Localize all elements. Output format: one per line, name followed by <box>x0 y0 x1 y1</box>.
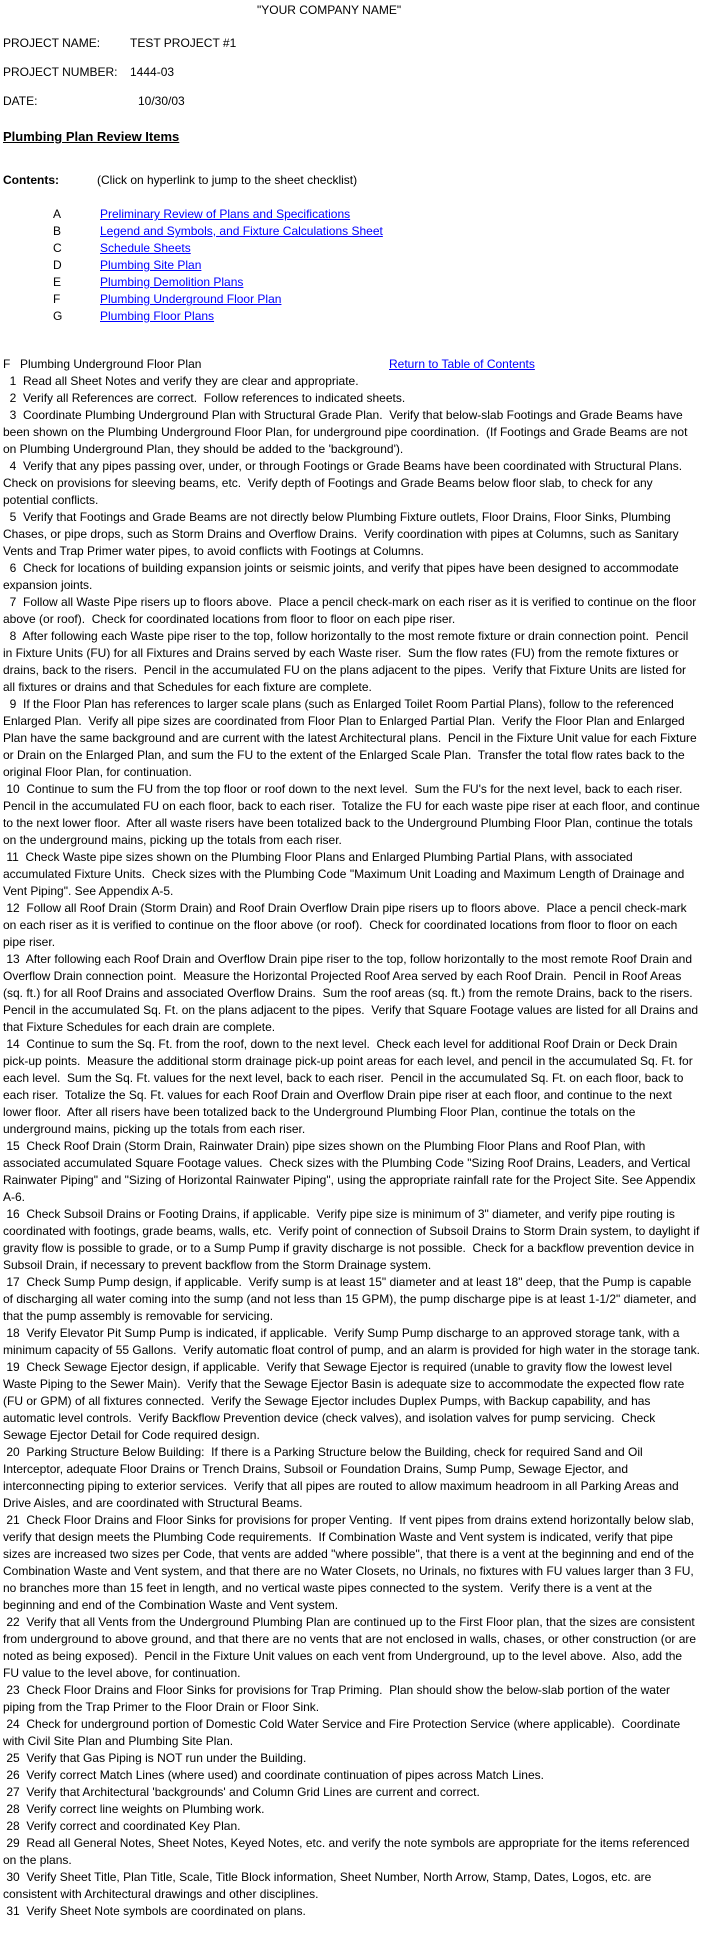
date-value: 10/30/03 <box>138 94 185 108</box>
checklist-item-number: 13 <box>3 952 26 966</box>
checklist-item-text: Read all Sheet Notes and verify they are clear and appropriate. <box>23 374 359 388</box>
project-name-value: TEST PROJECT #1 <box>130 36 237 50</box>
checklist-item <box>3 1036 700 1138</box>
checklist-item-number: 15 <box>3 1139 27 1153</box>
toc-link[interactable]: Legend and Symbols, and Fixture Calculations Sheet <box>100 224 383 238</box>
section-header <box>3 356 700 373</box>
checklist-item-number: 10 <box>3 782 27 796</box>
checklist-item <box>3 1325 700 1359</box>
toc-row <box>3 274 700 291</box>
checklist-item-text: Follow all Roof Drain (Storm Drain) and Roof Drain Overflow Drain pipe risers up to floors above. Place a pencil check-mark on each riser as it is verified to continue on the floor above (or roof). Check for coordinated locations from floor to floor on each pipe riser. <box>3 901 690 949</box>
checklist-item <box>3 628 700 696</box>
checklist-item-number: 28 <box>3 1819 27 1833</box>
project-number-value: 1444-03 <box>130 65 175 79</box>
toc-letter: C <box>53 241 62 255</box>
checklist-item-number: 17 <box>3 1275 27 1289</box>
company-name: "YOUR COMPANY NAME" <box>257 3 402 17</box>
date-row <box>3 95 700 108</box>
checklist-item-text: Check for locations of building expansion joints or seismic joints, and verify that pipes have been designed to accommodate expansion joints. <box>3 561 683 592</box>
toc-letter: E <box>53 275 62 289</box>
checklist-item <box>3 1767 700 1784</box>
checklist-item-text: Verify Sheet Title, Plan Title, Scale, Title Block information, Sheet Number, North Arrow, Stamp, Dates, Logos, etc. are consistent with Architectural drawings and other disciplines. <box>3 1870 655 1901</box>
checklist-item <box>3 1869 700 1903</box>
checklist-item-text: Check Sewage Ejector design, if applicable. Verify that Sewage Ejector is required (unable to gravity flow the lowest level Waste Piping to the Sewer Main). Verify that the Sewage Ejector Basin is adequate size to accommodate the expected flow rate (FU or GPM) of all fixtures connected. Verify the Sewage Ejector includes Duplex Pumps, with Backup capability, and has automatic level controls. Verify Backflow Prevention device (check valves), and isolation valves for pump servicing. Check Sewage Ejector Detail for Code required design. <box>3 1360 688 1442</box>
checklist-item <box>3 1206 703 1274</box>
checklist-item-text: Verify all References are correct. Follow references to indicated sheets. <box>23 391 406 405</box>
checklist-item-text: Verify that Footings and Grade Beams are not directly below Plumbing Fixture outlets, Floor Drains, Floor Sinks, Plumbing Chases, or pipe drops, such as Storm Drains and Overflow Drains. Verify coordination with pipes at Columns, such as Sanitary Vents and Trap Primer water pipes, to avoid conflicts with Footings at Columns. <box>3 510 682 558</box>
checklist-item <box>3 509 700 560</box>
checklist-item-number: 21 <box>3 1513 27 1527</box>
project-number-row <box>3 66 700 79</box>
checklist-item-number: 14 <box>3 1037 27 1051</box>
checklist-item <box>3 1801 700 1818</box>
contents-label: Contents: <box>3 173 59 187</box>
checklist-item-text: Continue to sum the Sq. Ft. from the roof, down to the next level. Check each level for additional Roof Drain or Deck Drain pick-up points. Measure the additional storm drainage pick-up point areas for each level, and pencil in the accumulated Sq. Ft. for each level. Sum the Sq. Ft. values for the next level, back to each riser. Pencil in the accumulated Sq. Ft. on each floor, back to each riser. Totalize the Sq. Ft. values for each Roof Drain and Overflow Drain pipe riser at each floor, and continue to the next lower floor. After all risers have been totalized back to the Underground Plumbing Floor Plan, continue the totals on the underground mains, picking up the totals from each riser. <box>3 1037 697 1136</box>
date-label: DATE: <box>3 94 38 108</box>
checklist-item-text: Verify correct line weights on Plumbing work. <box>26 1802 265 1816</box>
checklist-item <box>3 1716 700 1750</box>
checklist-item-number: 29 <box>3 1836 27 1850</box>
checklist-item <box>3 696 700 781</box>
checklist-item-number: 8 <box>3 629 23 643</box>
checklist-item-number: 11 <box>3 850 26 864</box>
checklist-item <box>3 1750 700 1767</box>
checklist-item-number: 26 <box>3 1768 27 1782</box>
checklist-item-text: Verify that all Vents from the Underground Plumbing Plan are continued up to the First Floor plan, that the sizes are consistent from underground to above ground, and that there are no vents that are not enclosed in walls, chases, or other construction (or are noted as being exposed). Pencil in the Fixture Unit values on each vent from Underground, up to the level above. Also, add the FU value to the level above, for continuation. <box>3 1615 700 1680</box>
checklist-item-number: 28 <box>3 1802 27 1816</box>
checklist-item <box>3 1903 700 1920</box>
checklist-item <box>3 781 704 849</box>
checklist-item <box>3 373 700 390</box>
project-number-label: PROJECT NUMBER: <box>3 65 118 79</box>
toc-row <box>3 291 700 308</box>
checklist-item-number: 20 <box>3 1445 27 1459</box>
checklist-item-text: Check Floor Drains and Floor Sinks for provisions for Trap Priming. Plan should show the below-slab portion of the water piping from the Trap Primer to the Floor Drain or Floor Sink. <box>3 1683 674 1714</box>
project-fields <box>3 37 700 108</box>
toc-link[interactable]: Plumbing Floor Plans <box>100 309 215 323</box>
checklist-item <box>3 390 700 407</box>
section-letter: F <box>3 357 11 371</box>
checklist-item-number: 2 <box>3 391 24 405</box>
checklist-item-text: Check Sump Pump design, if applicable. Verify sump is at least 15" diameter and at least 18" deep, that the Pump is capable of discharging all water coming into the sump (and not less than 15 GPM), the pump discharge pipe is at least 1-1/2" diameter, and that the pump assembly is removable for servicing. <box>3 1275 700 1323</box>
checklist-item-number: 5 <box>3 510 24 524</box>
checklist-item-text: Parking Structure Below Building: If there is a Parking Structure below the Building, check for required Sand and Oil Interceptor, adequate Floor Drains or Trench Drains, Subsoil or Foundation Drains, Sump Pump, Sewage Ejector, and interconnecting piping to exterior services. Verify that all pipes are routed to allow maximum headroom in all Parking Areas and Drive Aisles, and are coordinated with Structural Beams. <box>3 1445 683 1510</box>
checklist-item-text: Continue to sum the FU from the top floor or roof down to the next level. Sum the FU's for the next level, back to each riser. Pencil in the accumulated FU on each floor, back to each riser. Totalize the FU for each waste pipe riser at each floor, and continue to the next lower floor. After all waste risers have been totalized back to the Underground Plumbing Floor Plan, continue the totals on the underground mains, picking up the totals from each riser. <box>3 782 704 847</box>
checklist-item <box>3 1614 700 1682</box>
checklist-item-text: After following each Roof Drain and Overflow Drain pipe riser to the top, follow horizontally to the most remote Roof Drain and Overflow Drain connection point. Measure the Horizontal Projected Roof Area served by each Roof Drain. Pencil in Roof Areas (sq. ft.) for all Roof Drains and associated Overflow Drains. Sum the roof areas (sq. ft.) from the remote Drains, back to the risers. Pencil in the accumulated Sq. Ft. on the plans adjacent to the pipes. Verify that Square Footage values are listed for all Drains and that Fixture Schedules for each drain are complete. <box>3 952 702 1034</box>
toc-letter: A <box>53 207 62 221</box>
checklist-item-text: Check for underground portion of Domestic Cold Water Service and Fire Protection Service (where applicable). Coordinate with Civil Site Plan and Plumbing Site Plan. <box>3 1717 684 1748</box>
toc-row <box>3 308 700 325</box>
checklist-item <box>3 458 700 509</box>
checklist-item-text: Verify Sheet Note symbols are coordinated on plans. <box>26 1904 306 1918</box>
checklist-item-number: 24 <box>3 1717 27 1731</box>
toc-link[interactable]: Plumbing Site Plan <box>100 258 202 272</box>
checklist-item-number: 9 <box>3 697 24 711</box>
checklist-item-number: 23 <box>3 1683 27 1697</box>
checklist-item <box>3 1682 700 1716</box>
checklist-item-text: Read all General Notes, Sheet Notes, Keyed Notes, etc. and verify the note symbols are appropriate for the items referenced on the plans. <box>3 1836 693 1867</box>
checklist-item-text: Check Waste pipe sizes shown on the Plumbing Floor Plans and Enlarged Plumbing Partial Plans, with associated accumulated Fixture Units. Check sizes with the Plumbing Code "Maximum Unit Loading and Maximum Length of Drainage and Vent Piping". See Appendix A-5. <box>3 850 688 898</box>
checklist-item-number: 3 <box>3 408 24 422</box>
checklist-item-number: 12 <box>3 901 27 915</box>
toc-link[interactable]: Plumbing Demolition Plans <box>100 275 244 289</box>
checklist-item-text: Follow all Waste Pipe risers up to floors above. Place a pencil check-mark on each riser as it is verified to continue on the floor above (or roof). Check for coordinated locations from floor to floor on each pipe riser. <box>3 595 700 626</box>
checklist-item-number: 18 <box>3 1326 27 1340</box>
toc-letter: D <box>53 258 62 272</box>
checklist-item-number: 6 <box>3 561 24 575</box>
checklist-item-number: 22 <box>3 1615 27 1629</box>
checklist-item-text: Verify that any pipes passing over, under, or through Footings or Grade Beams have been coordinated with Structural Plans. Check on provisions for sleeving beams, etc. Verify depth of Footings and Grade Beams below floor slab, to check for any potential conflicts. <box>3 459 689 507</box>
checklist-item-text: Check Floor Drains and Floor Sinks for provisions for proper Venting. If vent pipes from drains extend horizontally below slab, verify that design meets the Plumbing Code requirements. If Combination Waste and Vent system is indicated, verify that pipe sizes are increased two sizes per Code, that vents are added "where possible", that there is a vent at the beginning and end of the Combination Waste and Vent system, and that there are no Water Closets, no Urinals, no fixtures with FU values larger than 3 FU, no branches more than 15 feet in length, and no vertical waste pipes connected to the system. Verify there is a vent at the beginning and end of the Combination Waste and Vent system. <box>3 1513 698 1612</box>
contents-row <box>3 174 700 187</box>
checklist-item-number: 16 <box>3 1207 27 1221</box>
project-name-label: PROJECT NAME: <box>3 36 101 50</box>
toc-row <box>3 257 700 274</box>
checklist-item-text: Check Roof Drain (Storm Drain, Rainwater Drain) pipe sizes shown on the Plumbing Floor Plans and Roof Plan, with associated accumulated Square Footage values. Check sizes with the Plumbing Code "Sizing Roof Drains, Leaders, and Vertical Rainwater Piping" and "Sizing of Horizontal Rainwater Piping", using the appropriate rainfall rate for the Project Site. See Appendix A-6. <box>3 1139 699 1204</box>
toc-link[interactable]: Schedule Sheets <box>100 241 191 255</box>
project-name-row <box>3 37 700 50</box>
checklist-item-text: Coordinate Plumbing Underground Plan with Structural Grade Plan. Verify that below-slab Footings and Grade Beams have been shown on the Plumbing Underground Floor Plan, for underground pipe coordination. (If Footings and Grade Beams are not on Plumbing Underground Plan, they should be added to the 'background'). <box>3 408 691 456</box>
toc-row <box>3 240 700 257</box>
toc-row <box>3 206 700 223</box>
checklist-item <box>3 1138 700 1206</box>
checklist-item <box>3 951 700 1036</box>
checklist-item-number: 27 <box>3 1785 27 1799</box>
section-title: Plumbing Underground Floor Plan <box>20 357 202 371</box>
checklist-item <box>3 560 700 594</box>
checklist-item <box>3 407 700 458</box>
toc-letter: B <box>53 224 62 238</box>
checklist-item <box>3 1818 700 1835</box>
toc-link[interactable]: Preliminary Review of Plans and Specifications <box>100 207 351 221</box>
checklist-item-text: Verify that Gas Piping is NOT run under the Building. <box>26 1751 307 1765</box>
toc-letter: F <box>53 292 61 306</box>
checklist-item-number: 25 <box>3 1751 27 1765</box>
checklist-item-number: 19 <box>3 1360 27 1374</box>
checklist-item-number: 30 <box>3 1870 27 1884</box>
checklist-item-number: 4 <box>3 459 24 473</box>
checklist-item <box>3 1274 700 1325</box>
checklist-item <box>3 1835 700 1869</box>
checklist-item-text: After following each Waste pipe riser to the top, follow horizontally to the most remote fixture or drain connection point. Pencil in Fixture Units (FU) for all Fixtures and Drains served by each Waste riser. Sum the flow rates (FU) from the remote fixtures or drains, back to the risers. Pencil in the accumulated FU on the plans adjacent to the pipes. Verify that Fixture Units are listed for all fixtures or drains and that Schedules for each fixture are complete. <box>3 629 692 694</box>
checklist-item-number: 7 <box>3 595 24 609</box>
checklist-item-number: 1 <box>3 374 24 388</box>
toc-link[interactable]: Plumbing Underground Floor Plan <box>100 292 282 306</box>
checklist-item <box>3 849 700 900</box>
checklist-item <box>3 1444 700 1512</box>
checklist-item-text: If the Floor Plan has references to larger scale plans (such as Enlarged Toilet Room Partial Plans), follow to the referenced Enlarged Plan. Verify all pipe sizes are coordinated from Floor Plan to Enlarged Partial Plan. Verify the Floor Plan and Enlarged Plan have the same background and are current with the latest Architectural plans. Pencil in the Fixture Unit value for each Fixture or Drain on the Enlarged Plan, and sum the FU to the extent of the Enlarged Scale Plan. Transfer the total flow rates back to the original Floor Plan, for continuation. <box>3 697 701 779</box>
checklist <box>3 373 704 1920</box>
checklist-item-number: 31 <box>3 1904 27 1918</box>
table-of-contents <box>3 206 700 325</box>
checklist-item <box>3 1359 700 1444</box>
checklist-item <box>3 1512 700 1614</box>
toc-letter: G <box>53 309 63 323</box>
toc-row <box>3 223 700 240</box>
page-title: Plumbing Plan Review Items <box>3 129 180 144</box>
checklist-item <box>3 594 700 628</box>
checklist-item <box>3 900 700 951</box>
checklist-item <box>3 1784 700 1801</box>
checklist-item-text: Verify Elevator Pit Sump Pump is indicated, if applicable. Verify Sump Pump discharge to an approved storage tank, with a minimum capacity of 55 Gallons. Verify automatic float control of pump, and an alarm is provided for high water in the storage tank. <box>3 1326 701 1357</box>
contents-hint: (Click on hyperlink to jump to the sheet checklist) <box>97 173 358 187</box>
checklist-item-text: Verify correct and coordinated Key Plan. <box>26 1819 241 1833</box>
checklist-item-text: Check Subsoil Drains or Footing Drains, if applicable. Verify pipe size is minimum of 3" diameter, and verify pipe routing is coordinated with footings, grade beams, walls, etc. Verify point of connection of Subsoil Drains to Storm Drain system, to daylight if gravity flow is possible to grade, or to a Sump Pump if gravity discharge is not possible. Check for a backflow prevention device in Subsoil Drain, if necessary to prevent backflow from the Storm Drainage system. <box>3 1207 703 1272</box>
checklist-item-text: Verify correct Match Lines (where used) and coordinate continuation of pipes across Match Lines. <box>26 1768 544 1782</box>
checklist-item-text: Verify that Architectural 'backgrounds' and Column Grid Lines are current and correct. <box>26 1785 480 1799</box>
return-to-toc-link[interactable]: Return to Table of Contents <box>389 357 535 371</box>
